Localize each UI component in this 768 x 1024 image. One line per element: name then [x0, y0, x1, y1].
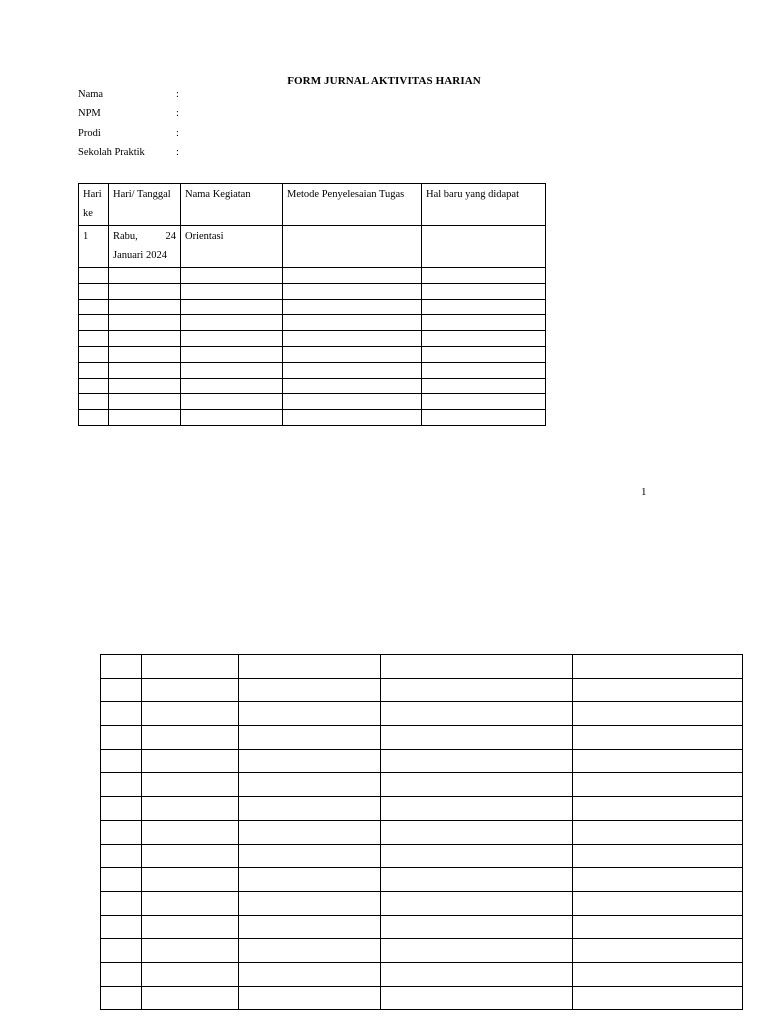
- empty-cell[interactable]: [181, 410, 283, 426]
- journal-table-continued: [100, 654, 743, 1010]
- page-number: 1: [641, 486, 647, 498]
- empty-cell[interactable]: [573, 749, 743, 773]
- empty-cell[interactable]: [381, 749, 573, 773]
- table-row: [79, 410, 546, 426]
- table-row: [101, 655, 743, 679]
- table-row: [101, 891, 743, 915]
- field-colon: :: [176, 108, 179, 120]
- empty-cell[interactable]: [239, 702, 381, 726]
- empty-cell[interactable]: [573, 655, 743, 679]
- empty-cell[interactable]: [381, 797, 573, 821]
- empty-cell[interactable]: [181, 268, 283, 284]
- cell-hari-ke: 1: [79, 226, 109, 268]
- empty-cell[interactable]: [79, 410, 109, 426]
- empty-cell[interactable]: [239, 820, 381, 844]
- empty-cell[interactable]: [239, 962, 381, 986]
- cell-kegiatan: Orientasi: [181, 226, 283, 268]
- empty-cell[interactable]: [101, 962, 142, 986]
- empty-cell[interactable]: [283, 346, 422, 362]
- cell-tanggal: [109, 226, 181, 268]
- table-row: [79, 315, 546, 331]
- empty-cell[interactable]: [283, 362, 422, 378]
- empty-cell[interactable]: [422, 331, 546, 347]
- empty-cell[interactable]: [573, 726, 743, 750]
- empty-cell[interactable]: [109, 283, 181, 299]
- empty-cell[interactable]: [101, 844, 142, 868]
- empty-cell[interactable]: [573, 868, 743, 892]
- empty-cell[interactable]: [79, 299, 109, 315]
- cell-metode: [283, 226, 422, 268]
- empty-cell[interactable]: [181, 315, 283, 331]
- column-header-tanggal: Hari/ Tanggal: [109, 184, 181, 226]
- empty-cell[interactable]: [109, 378, 181, 394]
- empty-cell[interactable]: [381, 726, 573, 750]
- empty-cell[interactable]: [239, 915, 381, 939]
- table-row: [101, 986, 743, 1010]
- empty-cell[interactable]: [142, 726, 239, 750]
- cell-tanggal-line1: Rabu, 24: [113, 231, 176, 242]
- field-colon: :: [176, 89, 179, 100]
- empty-cell[interactable]: [239, 797, 381, 821]
- empty-cell[interactable]: [79, 315, 109, 331]
- empty-cell[interactable]: [79, 346, 109, 362]
- table-row: [79, 268, 546, 284]
- empty-cell[interactable]: [109, 346, 181, 362]
- empty-cell[interactable]: [573, 939, 743, 963]
- empty-cell[interactable]: [283, 331, 422, 347]
- empty-cell[interactable]: [101, 749, 142, 773]
- empty-cell[interactable]: [239, 749, 381, 773]
- empty-cell[interactable]: [239, 726, 381, 750]
- empty-cell[interactable]: [422, 299, 546, 315]
- empty-cell[interactable]: [142, 939, 239, 963]
- empty-cell[interactable]: [381, 678, 573, 702]
- field-label: Nama: [78, 89, 104, 100]
- column-header-kegiatan: Nama Kegiatan: [181, 184, 283, 226]
- empty-cell[interactable]: [142, 915, 239, 939]
- empty-cell[interactable]: [101, 939, 142, 963]
- empty-cell[interactable]: [181, 394, 283, 410]
- empty-cell[interactable]: [381, 773, 573, 797]
- field-label: NPM: [78, 108, 101, 120]
- empty-cell[interactable]: [101, 726, 142, 750]
- empty-cell[interactable]: [422, 283, 546, 299]
- empty-cell[interactable]: [142, 986, 239, 1010]
- empty-cell[interactable]: [381, 868, 573, 892]
- empty-cell[interactable]: [239, 844, 381, 868]
- empty-cell[interactable]: [239, 891, 381, 915]
- empty-cell[interactable]: [142, 678, 239, 702]
- cell-hal-baru: [422, 226, 546, 268]
- table-row: [101, 915, 743, 939]
- empty-cell[interactable]: [101, 773, 142, 797]
- empty-cell[interactable]: [79, 331, 109, 347]
- empty-cell[interactable]: [142, 891, 239, 915]
- empty-cell[interactable]: [283, 268, 422, 284]
- empty-cell[interactable]: [422, 378, 546, 394]
- empty-cell[interactable]: [422, 315, 546, 331]
- table-row: [79, 331, 546, 347]
- empty-cell[interactable]: [142, 797, 239, 821]
- table-row: [101, 749, 743, 773]
- table-row: [101, 702, 743, 726]
- empty-cell[interactable]: [101, 868, 142, 892]
- empty-cell[interactable]: [239, 655, 381, 679]
- empty-cell[interactable]: [142, 749, 239, 773]
- table-row: [101, 844, 743, 868]
- table-row: [79, 226, 546, 268]
- empty-cell[interactable]: [109, 331, 181, 347]
- empty-cell[interactable]: [573, 678, 743, 702]
- column-header-hal-baru: Hal baru yang didapat: [422, 184, 546, 226]
- table-row: [79, 299, 546, 315]
- empty-cell[interactable]: [181, 378, 283, 394]
- empty-cell[interactable]: [181, 346, 283, 362]
- empty-cell[interactable]: [239, 939, 381, 963]
- empty-cell[interactable]: [573, 915, 743, 939]
- table-row: [101, 962, 743, 986]
- empty-cell[interactable]: [101, 986, 142, 1010]
- empty-cell[interactable]: [422, 268, 546, 284]
- empty-cell[interactable]: [381, 986, 573, 1010]
- column-header-hari-ke: Hari ke: [79, 184, 109, 226]
- empty-cell[interactable]: [142, 655, 239, 679]
- table-row: [101, 678, 743, 702]
- empty-cell[interactable]: [239, 986, 381, 1010]
- empty-cell[interactable]: [239, 773, 381, 797]
- empty-cell[interactable]: [573, 891, 743, 915]
- empty-cell[interactable]: [79, 283, 109, 299]
- empty-cell[interactable]: [239, 868, 381, 892]
- table-header-row: [79, 184, 546, 226]
- table-row: [101, 726, 743, 750]
- empty-cell[interactable]: [381, 939, 573, 963]
- empty-cell[interactable]: [381, 820, 573, 844]
- form-title: FORM JURNAL AKTIVITAS HARIAN: [287, 75, 481, 87]
- empty-cell[interactable]: [283, 394, 422, 410]
- empty-cell[interactable]: [381, 655, 573, 679]
- empty-cell[interactable]: [573, 773, 743, 797]
- empty-cell[interactable]: [142, 962, 239, 986]
- empty-cell[interactable]: [101, 820, 142, 844]
- empty-cell[interactable]: [109, 315, 181, 331]
- empty-cell[interactable]: [142, 868, 239, 892]
- empty-cell[interactable]: [573, 986, 743, 1010]
- table-row: [101, 939, 743, 963]
- empty-cell[interactable]: [142, 820, 239, 844]
- empty-cell[interactable]: [109, 410, 181, 426]
- empty-cell[interactable]: [422, 346, 546, 362]
- empty-cell[interactable]: [283, 410, 422, 426]
- empty-cell[interactable]: [573, 962, 743, 986]
- empty-cell[interactable]: [422, 394, 546, 410]
- table-row: [101, 820, 743, 844]
- empty-cell[interactable]: [573, 844, 743, 868]
- table-row: [101, 797, 743, 821]
- empty-cell[interactable]: [109, 362, 181, 378]
- empty-cell[interactable]: [181, 299, 283, 315]
- field-colon: :: [176, 146, 179, 158]
- empty-cell[interactable]: [101, 678, 142, 702]
- empty-cell[interactable]: [101, 891, 142, 915]
- empty-cell[interactable]: [181, 283, 283, 299]
- empty-cell[interactable]: [573, 702, 743, 726]
- empty-cell[interactable]: [239, 678, 381, 702]
- table-row: [79, 362, 546, 378]
- empty-cell[interactable]: [283, 315, 422, 331]
- empty-cell[interactable]: [381, 915, 573, 939]
- table-row: [79, 378, 546, 394]
- field-label: Sekolah Praktik: [78, 146, 145, 158]
- empty-cell[interactable]: [283, 378, 422, 394]
- empty-cell[interactable]: [181, 331, 283, 347]
- empty-cell[interactable]: [101, 915, 142, 939]
- field-colon: :: [176, 127, 179, 139]
- empty-cell[interactable]: [573, 820, 743, 844]
- empty-cell[interactable]: [181, 362, 283, 378]
- empty-cell[interactable]: [422, 362, 546, 378]
- table-row: [79, 283, 546, 299]
- table-row: [79, 346, 546, 362]
- empty-cell[interactable]: [142, 844, 239, 868]
- empty-cell[interactable]: [79, 362, 109, 378]
- field-label: Prodi: [78, 127, 101, 139]
- empty-cell[interactable]: [283, 299, 422, 315]
- empty-cell[interactable]: [79, 378, 109, 394]
- empty-cell[interactable]: [109, 394, 181, 410]
- empty-cell[interactable]: [109, 268, 181, 284]
- empty-cell[interactable]: [79, 268, 109, 284]
- empty-cell[interactable]: [381, 702, 573, 726]
- table-row: [101, 773, 743, 797]
- empty-cell[interactable]: [109, 299, 181, 315]
- journal-table: [78, 183, 546, 426]
- empty-cell[interactable]: [101, 702, 142, 726]
- table-row: [101, 868, 743, 892]
- empty-cell[interactable]: [142, 702, 239, 726]
- empty-cell[interactable]: [101, 797, 142, 821]
- empty-cell[interactable]: [422, 410, 546, 426]
- table-row: [79, 394, 546, 410]
- empty-cell[interactable]: [381, 844, 573, 868]
- empty-cell[interactable]: [381, 891, 573, 915]
- column-header-metode: Metode Penyelesaian Tugas: [283, 184, 422, 226]
- empty-cell[interactable]: [573, 797, 743, 821]
- empty-cell[interactable]: [101, 655, 142, 679]
- empty-cell[interactable]: [142, 773, 239, 797]
- cell-tanggal-line2: Januari 2024: [113, 249, 167, 261]
- empty-cell[interactable]: [283, 283, 422, 299]
- empty-cell[interactable]: [381, 962, 573, 986]
- empty-cell[interactable]: [79, 394, 109, 410]
